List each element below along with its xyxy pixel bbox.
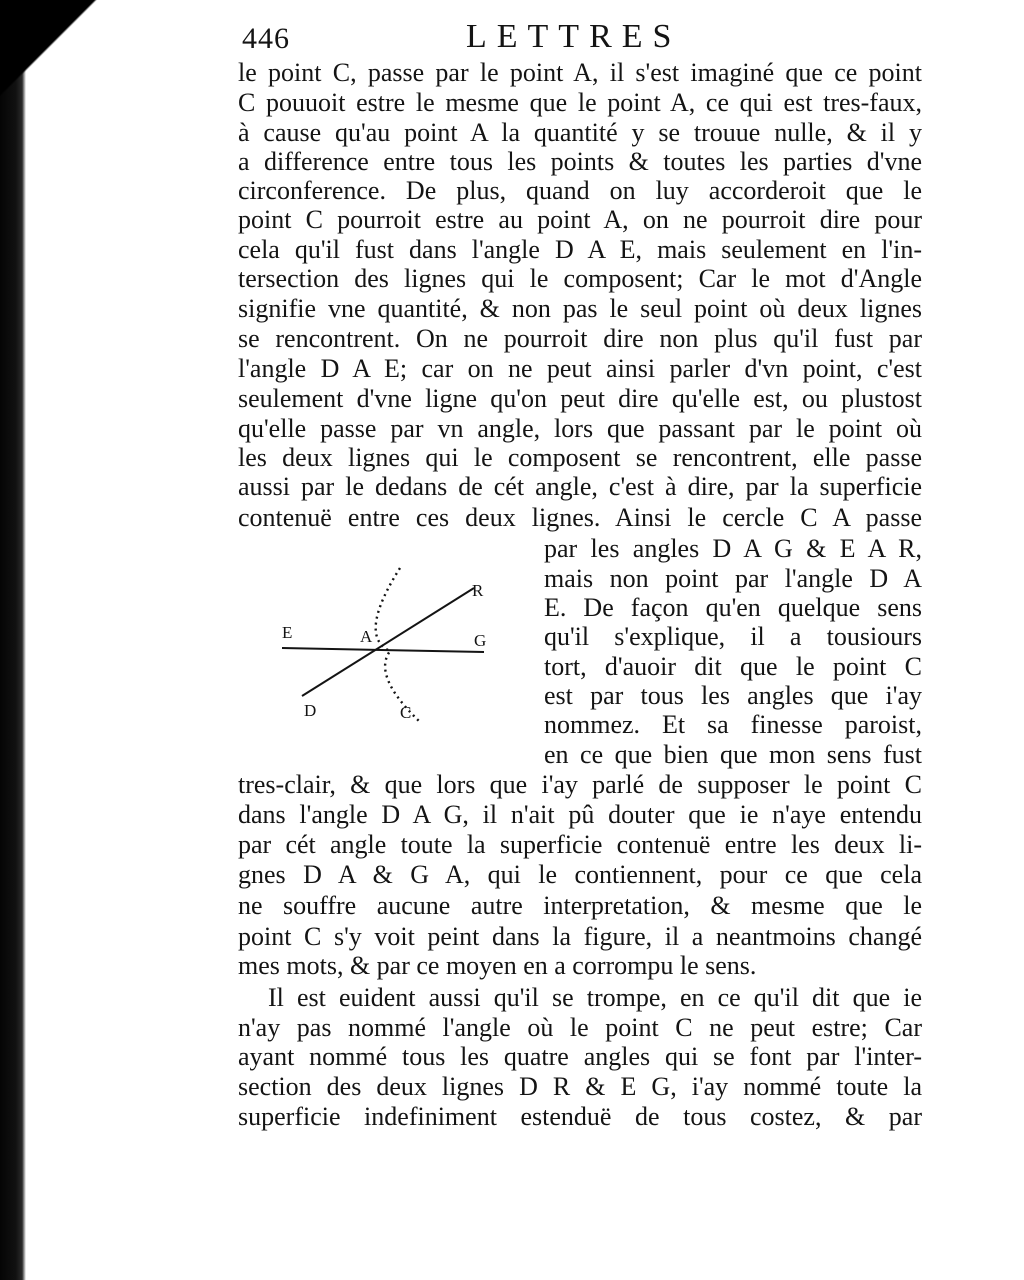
label-c: C bbox=[400, 703, 412, 722]
line-eg bbox=[282, 648, 484, 652]
geometry-figure-svg bbox=[262, 556, 532, 736]
text-line: tres-clair, & que lors que i'ay parlé de supposer le point C bbox=[238, 770, 922, 799]
text-line: mes mots, & par ce moyen en a corrompu le sens. bbox=[238, 951, 757, 980]
text-line: point C pourroit estre au point A, on ne pourroit dire pour bbox=[238, 205, 922, 234]
text-line: C pouuoit estre le mesme que le point A, ce qui est tres-faux, bbox=[238, 88, 922, 117]
text-line: signifie vne quantité, & non pas le seul point où deux lignes bbox=[238, 294, 922, 323]
text-line: en ce que bien que mon sens fust bbox=[544, 740, 922, 769]
paragraph-start-line: Il est euident aussi qu'il se trompe, en ce qu'il dit que ie bbox=[268, 983, 922, 1012]
label-d: D bbox=[304, 701, 317, 720]
text-line: ne souffre aucune autre interpretation, & mesme que le bbox=[238, 891, 922, 920]
geometry-figure bbox=[262, 556, 532, 736]
page-number: 446 bbox=[242, 22, 290, 55]
label-a: A bbox=[360, 627, 373, 646]
label-r: R bbox=[472, 581, 484, 600]
text-line: est par tous les angles que i'ay bbox=[544, 681, 922, 710]
text-line: tersection des lignes qui le composent; Car le mot d'Angle bbox=[238, 264, 922, 293]
text-line: tort, d'auoir dit que le point C bbox=[544, 652, 922, 681]
text-line: les deux lignes qui le composent se rencontrent, elle passe bbox=[238, 443, 922, 472]
circle-arc bbox=[376, 568, 420, 722]
binding-corner-shadow bbox=[0, 0, 120, 150]
page-header bbox=[236, 14, 926, 58]
text-line: E. De façon qu'en quelque sens bbox=[544, 593, 922, 622]
binding-shadow bbox=[0, 0, 26, 1280]
text-line: superficie indefiniment estenduë de tous costez, & par bbox=[238, 1102, 922, 1131]
label-e: E bbox=[282, 623, 293, 642]
text-line: point C s'y voit peint dans la figure, il a neantmoins changé bbox=[238, 922, 922, 951]
text-line: contenuë entre ces deux lignes. Ainsi le cercle C A passe bbox=[238, 503, 922, 532]
text-line: nommez. Et sa finesse paroist, bbox=[544, 710, 922, 739]
text-line: par cét angle toute la superficie contenuë entre les deux li- bbox=[238, 830, 922, 859]
text-line: mais non point par l'angle D A bbox=[544, 564, 922, 593]
text-line: circonference. De plus, quand on luy accorderoit que le bbox=[238, 176, 922, 205]
text-line: section des deux lignes D R & E G, i'ay nommé toute la bbox=[238, 1072, 922, 1101]
text-line: n'ay pas nommé l'angle où le point C ne peut estre; Car bbox=[238, 1013, 922, 1042]
text-line: l'angle D A E; car on ne peut ainsi parler d'vn point, c'est bbox=[238, 354, 922, 383]
text-line: à cause qu'au point A la quantité y se trouue nulle, & il y bbox=[238, 118, 922, 147]
label-g: G bbox=[474, 631, 487, 650]
text-line: gnes D A & G A, qui le contiennent, pour ce que cela bbox=[238, 860, 922, 889]
line-dr bbox=[302, 588, 474, 696]
text-line: qu'il s'explique, il a tousiours bbox=[544, 622, 922, 651]
text-line: se rencontrent. On ne pourroit dire non plus qu'il fust par bbox=[238, 324, 922, 353]
text-line: qu'elle passe par vn angle, lors que passant par le point où bbox=[238, 414, 922, 443]
text-line: aussi par le dedans de cét angle, c'est à dire, par la superficie bbox=[238, 472, 922, 501]
text-line: le point C, passe par le point A, il s'est imaginé que ce point bbox=[238, 58, 922, 87]
text-line: dans l'angle D A G, il n'ait pû douter que ie n'aye entendu bbox=[238, 800, 922, 829]
text-line: par les angles D A G & E A R, bbox=[544, 534, 922, 563]
text-line: a difference entre tous les points & toutes les parties d'vne bbox=[238, 147, 922, 176]
text-line: ayant nommé tous les quatre angles qui se font par l'inter- bbox=[238, 1042, 922, 1071]
running-head: LETTRES bbox=[466, 18, 682, 55]
text-line: seulement d'vne ligne qu'on peut dire qu'elle est, ou plustost bbox=[238, 384, 922, 413]
text-line: cela qu'il fust dans l'angle D A E, mais seulement en l'in- bbox=[238, 235, 922, 264]
